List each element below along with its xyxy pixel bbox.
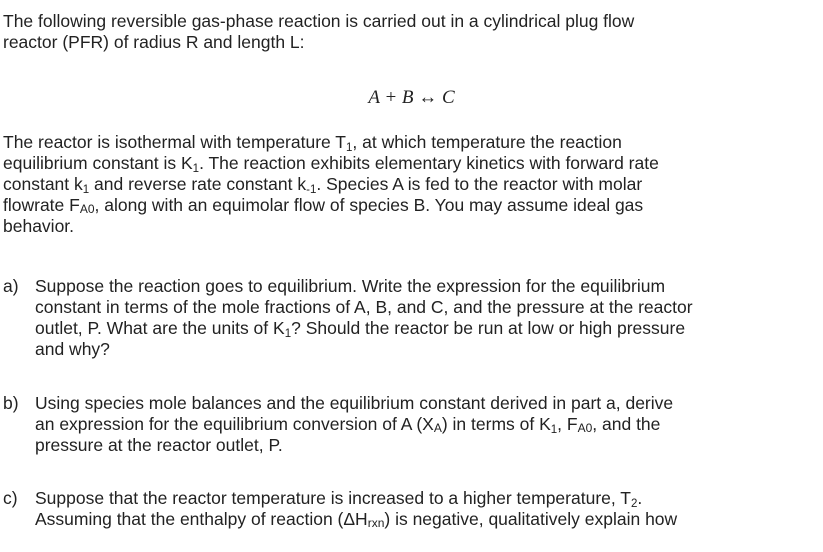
part-a-line-2: constant in terms of the mole fractions of A, B, and C, and the pressure at the reactor: [35, 297, 693, 317]
text-segment: ) in terms of K: [441, 414, 551, 434]
conditions-line-5: behavior.: [3, 216, 75, 236]
text-segment: an expression for the equilibrium conversion of A (X: [35, 414, 434, 434]
part-a-text: [35, 276, 820, 360]
text-segment: , F: [557, 414, 578, 434]
text-segment: , and the: [592, 414, 661, 434]
part-b-line-1: Using species mole balances and the equilibrium constant derived in part a, derive: [35, 393, 674, 413]
text-segment: Assuming that the enthalpy of reaction (ΔH: [35, 509, 368, 529]
conditions-line-3: [3, 174, 818, 195]
part-a-line-3: [35, 318, 820, 339]
text-segment: and reverse rate constant k: [89, 174, 307, 194]
text-segment: , at which temperature the reaction: [352, 132, 622, 152]
part-a-label: a): [3, 276, 19, 296]
subscript: 1: [82, 184, 90, 196]
intro-line-2: reactor (PFR) of radius R and length L:: [3, 32, 305, 52]
part-b-line-3: pressure at the reactor outlet, P.: [35, 435, 283, 455]
part-b-text: [35, 393, 820, 456]
text-segment: outlet, P. What are the units of K: [35, 318, 285, 338]
intro-line-1: The following reversible gas-phase reaction is carried out in a cylindrical plug flow: [3, 11, 635, 31]
subscript: 1: [284, 328, 292, 340]
subscript: 1: [192, 163, 200, 175]
subscript: 1: [346, 142, 353, 154]
text-segment: . The reaction exhibits elementary kinetics with forward rate: [199, 153, 659, 173]
subscript: A0: [79, 202, 95, 216]
part-c-text: [35, 488, 820, 530]
subscript: A: [433, 421, 442, 435]
text-segment: ? Should the reactor be run at low or high pressure: [291, 318, 686, 338]
subscript: 1: [550, 424, 558, 436]
subscript: A0: [577, 421, 593, 435]
conditions-paragraph: [3, 132, 818, 237]
text-segment: constant k: [3, 174, 83, 194]
subscript: -1: [306, 184, 317, 196]
text-segment: Suppose that the reactor temperature is increased to a higher temperature, T: [35, 488, 631, 508]
text-segment: The reactor is isothermal with temperature T: [3, 132, 347, 152]
text-segment: equilibrium constant is K: [3, 153, 193, 173]
text-segment: flowrate F: [3, 195, 80, 215]
part-b-label: b): [3, 393, 19, 413]
part-a-line-1: Suppose the reaction goes to equilibrium. Write the expression for the equilibrium: [35, 276, 666, 296]
subscript: 2: [630, 498, 638, 510]
part-c-line-2: [35, 509, 820, 530]
part-a-line-4: and why?: [35, 339, 110, 359]
part-c-label: c): [3, 488, 18, 508]
text-segment: , along with an equimolar flow of species B. You may assume ideal gas: [94, 195, 644, 215]
part-b-line-2: [35, 414, 820, 435]
text-segment: ) is negative, qualitatively explain how: [384, 509, 678, 529]
text-segment: . Species A is fed to the reactor with molar: [316, 174, 643, 194]
conditions-line-2: [3, 153, 818, 174]
conditions-line-1: [3, 132, 818, 153]
subscript: rxn: [367, 516, 385, 530]
conditions-line-4: [3, 195, 818, 216]
reaction-equation: A + B ↔ C: [368, 87, 455, 108]
part-c-line-1: [35, 488, 820, 509]
intro-paragraph: [3, 11, 818, 53]
text-segment: .: [637, 488, 643, 508]
